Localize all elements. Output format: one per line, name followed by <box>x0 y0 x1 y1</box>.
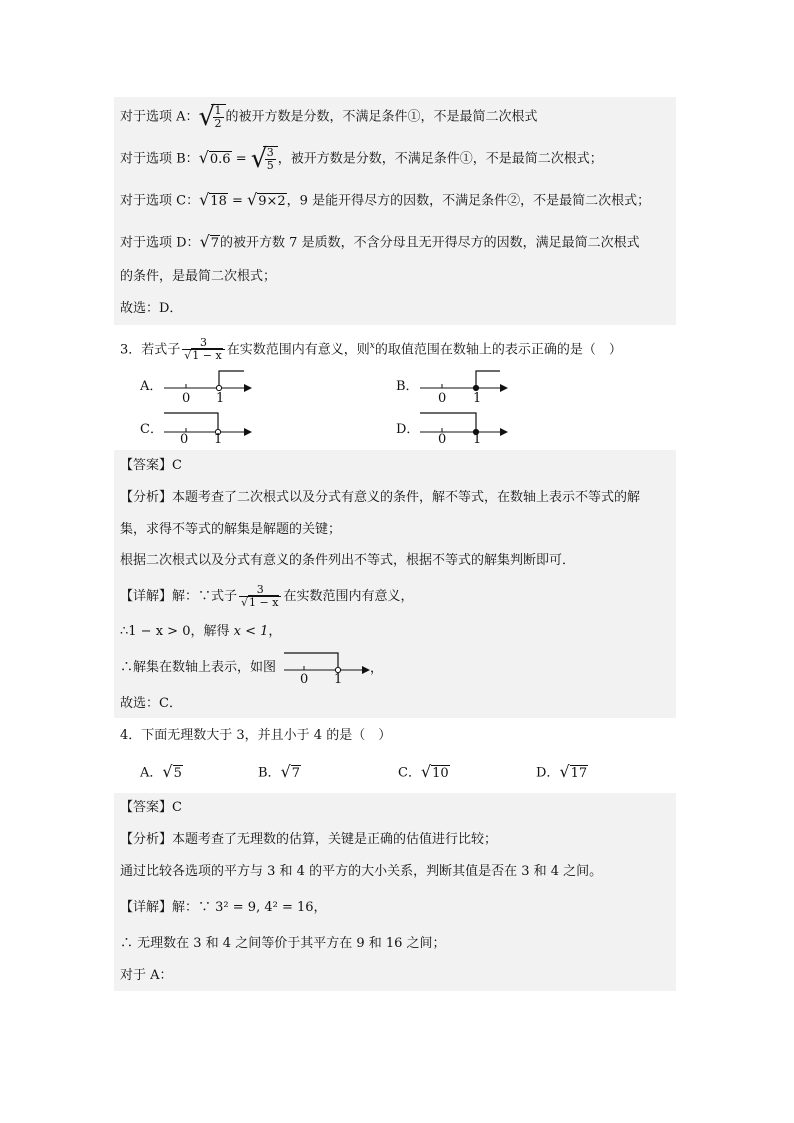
stem-text: 在实数范围内有意义，则 <box>226 342 370 358</box>
detail-text: 在实数范围内有意义， <box>283 589 414 604</box>
detail-label: 【详解】解：∵ <box>120 900 212 915</box>
q3-option-d-label: D． <box>396 422 420 437</box>
q2-choose: 故选：D． <box>120 301 183 316</box>
frac-den: √1 − x <box>182 349 224 362</box>
q4-stem: 4．下面无理数大于 3，并且小于 4 的是（ ） <box>120 728 392 743</box>
q3-analysis-1: 【分析】本题考查了二次根式以及分式有意义的条件，解不等式，在数轴上表示不等式的解 <box>120 490 641 505</box>
q4-analysis-1: 【分析】本题考查了无理数的估算，关键是正确的估值进行比较； <box>120 832 498 847</box>
q3-option-a-numberline <box>164 366 254 408</box>
q3-option-c-one: 1 <box>214 432 223 447</box>
radicand: 10 <box>432 766 449 781</box>
sqrt-expr: √10 <box>420 762 449 781</box>
equals-sign: = <box>235 151 247 167</box>
stem-text: 的取值范围在数轴上的表示正确的是（ ） <box>374 342 622 358</box>
line-text: 的被开方数是分数，不满足条件①，不是最简二次根式 <box>225 109 538 125</box>
q3-analysis-2: 集，求得不等式的解集是解题的关键； <box>120 522 342 537</box>
q3-option-a-one: 1 <box>216 391 225 406</box>
sqrt-expr: √7 <box>199 232 220 251</box>
q4-answer: 【答案】C <box>120 800 182 815</box>
equals-sign: = <box>231 193 243 209</box>
q3-option-a-zero: 0 <box>182 391 191 406</box>
q3-choose: 故选：C． <box>120 696 182 711</box>
inequality: x < 1 <box>233 624 269 639</box>
solution-band-q4 <box>114 793 676 991</box>
frac-den: 2 <box>214 117 222 130</box>
q2-line-c <box>120 190 650 212</box>
q3-solution-zero: 0 <box>300 672 309 687</box>
detail-text: ， <box>313 900 327 915</box>
q4-option-b <box>258 762 301 784</box>
q3-detail <box>120 584 413 609</box>
detail-label: 【详解】解：∵式子 <box>120 589 238 604</box>
q3-option-c-label: C． <box>140 422 163 437</box>
q3-step-2: ∴解集在数轴上表示，如图 <box>120 660 277 675</box>
radicand: 1 − x <box>249 596 279 609</box>
option-label: D． <box>536 765 560 781</box>
q3-solution-numberline <box>284 650 370 690</box>
frac-num: 3 <box>200 336 207 350</box>
q3-option-b-label: B． <box>396 379 419 394</box>
q2-line-d <box>120 232 640 254</box>
radicand: 0.6 <box>209 152 231 167</box>
q2-line-b <box>120 146 603 172</box>
frac-den: √1 − x <box>239 596 281 609</box>
line-text: 的被开方数 7 是质数，不含分母且无开得尽方的因数，满足最简二次根式 <box>220 235 640 251</box>
q3-option-c-zero: 0 <box>180 432 189 447</box>
frac-num: 3 <box>266 146 274 159</box>
q3-analysis-3: 根据二次根式以及分式有意义的条件列出不等式，根据不等式的解集判断即可． <box>120 553 576 568</box>
sqrt-expr: √7 <box>280 762 301 781</box>
sqrt-expr: √0.6 <box>198 148 231 167</box>
sqrt-fraction: √ $\frac{1}{2}$ <box>199 104 226 130</box>
radicand: 17 <box>570 766 588 781</box>
sqrt-fraction: √ $\frac{3}{5}$ <box>251 146 278 172</box>
q4-option-a <box>140 762 183 784</box>
radicand: 7 <box>210 236 220 251</box>
fraction <box>182 337 224 362</box>
q3-option-d-one: 1 <box>473 432 482 447</box>
q3-option-a-label: A． <box>140 379 163 394</box>
step-text: ∴1 − x > 0，解得 <box>120 624 230 639</box>
q4-detail <box>120 898 327 918</box>
line-text: ，9 是能开得尽方的因数，不满足条件②，不是最简二次根式； <box>286 193 651 209</box>
frac-den: 5 <box>266 159 274 172</box>
q4-analysis-2: 通过比较各选项的平方与 3 和 4 的平方的大小关系，判断其值是否在 3 和 4 之间。 <box>120 864 603 879</box>
radicand: 1 − x <box>192 349 222 363</box>
radicand: 5 <box>173 766 182 781</box>
q2-line-d-cont: 的条件，是最简二次根式； <box>120 269 277 284</box>
q3-option-c-numberline <box>164 408 254 450</box>
step-text: ， <box>268 624 282 639</box>
option-label: 对于选项 D： <box>120 235 200 251</box>
option-label: 对于选项 B： <box>120 151 199 167</box>
option-label: A． <box>140 765 163 781</box>
q3-solution-comma: ， <box>370 661 384 676</box>
sqrt-expr: √18 <box>199 190 227 209</box>
radicand: 7 <box>291 766 301 781</box>
q3-stem <box>120 336 622 362</box>
q2-line-a <box>120 104 538 130</box>
q3-option-b-one: 1 <box>473 391 482 406</box>
q3-option-d-zero: 0 <box>438 432 447 447</box>
q4-option-c <box>398 762 450 784</box>
option-label: C． <box>398 765 421 781</box>
frac-num: 3 <box>256 583 264 596</box>
variable-x: x <box>369 341 375 351</box>
radicand: 18 <box>210 194 227 209</box>
q3-solution-one: 1 <box>334 672 343 687</box>
sqrt-expr: √5 <box>162 762 182 781</box>
line-text: ，被开方数是分数，不满足条件①，不是最简二次根式； <box>277 151 603 167</box>
q3-answer: 【答案】C <box>120 458 182 473</box>
q4-step-1: ∴ 无理数在 3 和 4 之间等价于其平方在 9 和 16 之间； <box>120 936 446 951</box>
q3-step-1 <box>120 622 281 642</box>
option-label: B． <box>258 765 281 781</box>
option-label: 对于选项 C： <box>120 193 200 209</box>
q3-option-b-numberline <box>420 366 510 408</box>
detail-math: 3² = 9, 4² = 16 <box>215 900 314 915</box>
q4-step-2: 对于 A： <box>120 968 173 983</box>
frac-num: 1 <box>214 104 222 117</box>
q4-option-d <box>536 762 588 784</box>
sqrt-expr: √9×2 <box>247 190 286 209</box>
option-label: 对于选项 A： <box>120 109 199 125</box>
fraction <box>239 584 281 609</box>
radicand: 9×2 <box>258 194 286 209</box>
q3-option-d-numberline <box>420 408 510 450</box>
sqrt-expr: √17 <box>559 762 588 781</box>
q3-option-b-zero: 0 <box>438 391 447 406</box>
stem-text: 3．若式子 <box>120 342 181 358</box>
